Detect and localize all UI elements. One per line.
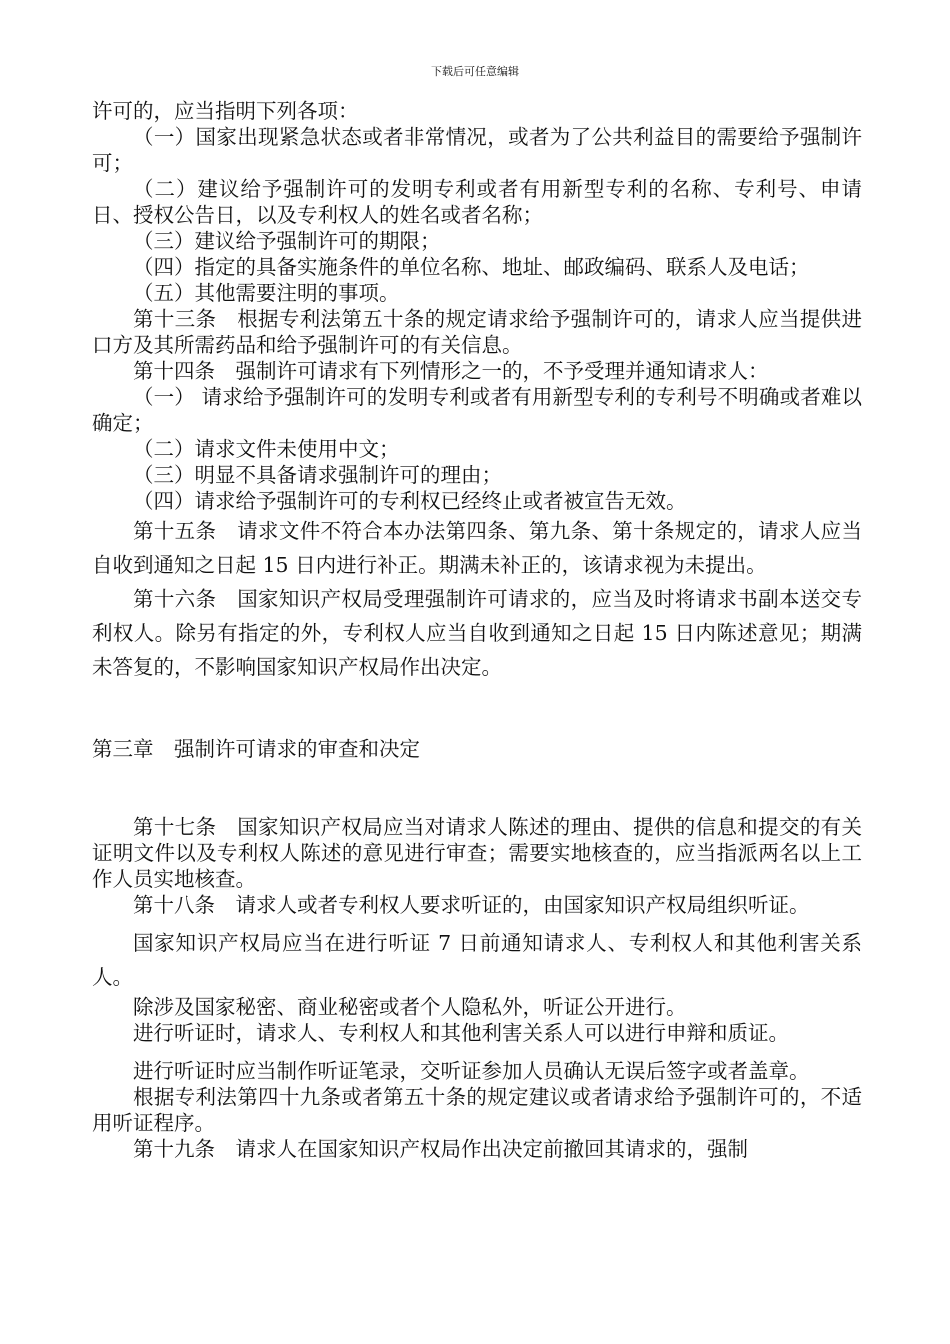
- list-item: （一）国家出现紧急状态或者非常情况，或者为了公共利益目的需要给予强制许可；: [92, 125, 862, 175]
- paragraph: 进行听证时，请求人、专利权人和其他利害关系人可以进行申辩和质证。: [133, 1021, 789, 1045]
- paragraph: 进行听证时应当制作听证笔录，交听证参加人员确认无误后签字或者盖章。: [133, 1059, 810, 1083]
- document-body: [92, 98, 862, 1162]
- article-14: 第十四条 强制许可请求有下列情形之一的，不予受理并通知请求人：: [133, 359, 769, 383]
- list-item: （四）指定的具备实施条件的单位名称、地址、邮政编码、联系人及电话；: [133, 255, 810, 279]
- article-18: 第十八条 请求人或者专利权人要求听证的，由国家知识产权局组织听证。: [133, 893, 810, 917]
- paragraph: 根据专利法第四十九条或者第五十条的规定建议或者请求给予强制许可的，不适用听证程序。: [92, 1085, 862, 1135]
- chapter-title: 第三章 强制许可请求的审查和决定: [92, 737, 420, 761]
- list-item: （二）请求文件未使用中文；: [133, 437, 400, 461]
- paragraph: 国家知识产权局应当在进行听证 7 日前通知请求人、专利权人和其他利害关系人。: [92, 931, 862, 989]
- paragraph: 许可的，应当指明下列各项：: [92, 99, 359, 123]
- list-item: （二）建议给予强制许可的发明专利或者有用新型专利的名称、专利号、申请日、授权公告日，以及专利权人的姓名或者名称；: [92, 177, 862, 227]
- list-item: （四）请求给予强制许可的专利权已经终止或者被宣告无效。: [133, 489, 687, 513]
- paragraph: 除涉及国家秘密、商业秘密或者个人隐私外，听证公开进行。: [133, 995, 687, 1019]
- list-item: （一） 请求给予强制许可的发明专利或者有用新型专利的专利号不明确或者难以确定；: [92, 385, 862, 435]
- list-item: （五）其他需要注明的事项。: [133, 281, 400, 305]
- article-15: 第十五条 请求文件不符合本办法第四条、第九条、第十条规定的，请求人应当自收到通知之日起 15 日内进行补正。期满未补正的，该请求视为未提出。: [92, 519, 862, 577]
- article-13: 第十三条 根据专利法第五十条的规定请求给予强制许可的，请求人应当提供进口方及其所需药品和给予强制许可的有关信息。: [92, 307, 862, 357]
- article-16: 第十六条 国家知识产权局受理强制许可请求的，应当及时将请求书副本送交专利权人。除另有指定的外，专利权人应当自收到通知之日起 15 日内陈述意见；期满未答复的，不影响国家知识产权局作出决定。: [92, 587, 862, 679]
- list-item: （三）明显不具备请求强制许可的理由；: [133, 463, 502, 487]
- list-item: （三）建议给予强制许可的期限；: [133, 229, 441, 253]
- page-header: 下载后可任意编辑: [431, 65, 519, 78]
- article-19: 第十九条 请求人在国家知识产权局作出决定前撤回其请求的，强制: [133, 1137, 748, 1161]
- article-17: 第十七条 国家知识产权局应当对请求人陈述的理由、提供的信息和提交的有关证明文件以及专利权人陈述的意见进行审查；需要实地核查的，应当指派两名以上工作人员实地核查。: [92, 815, 862, 891]
